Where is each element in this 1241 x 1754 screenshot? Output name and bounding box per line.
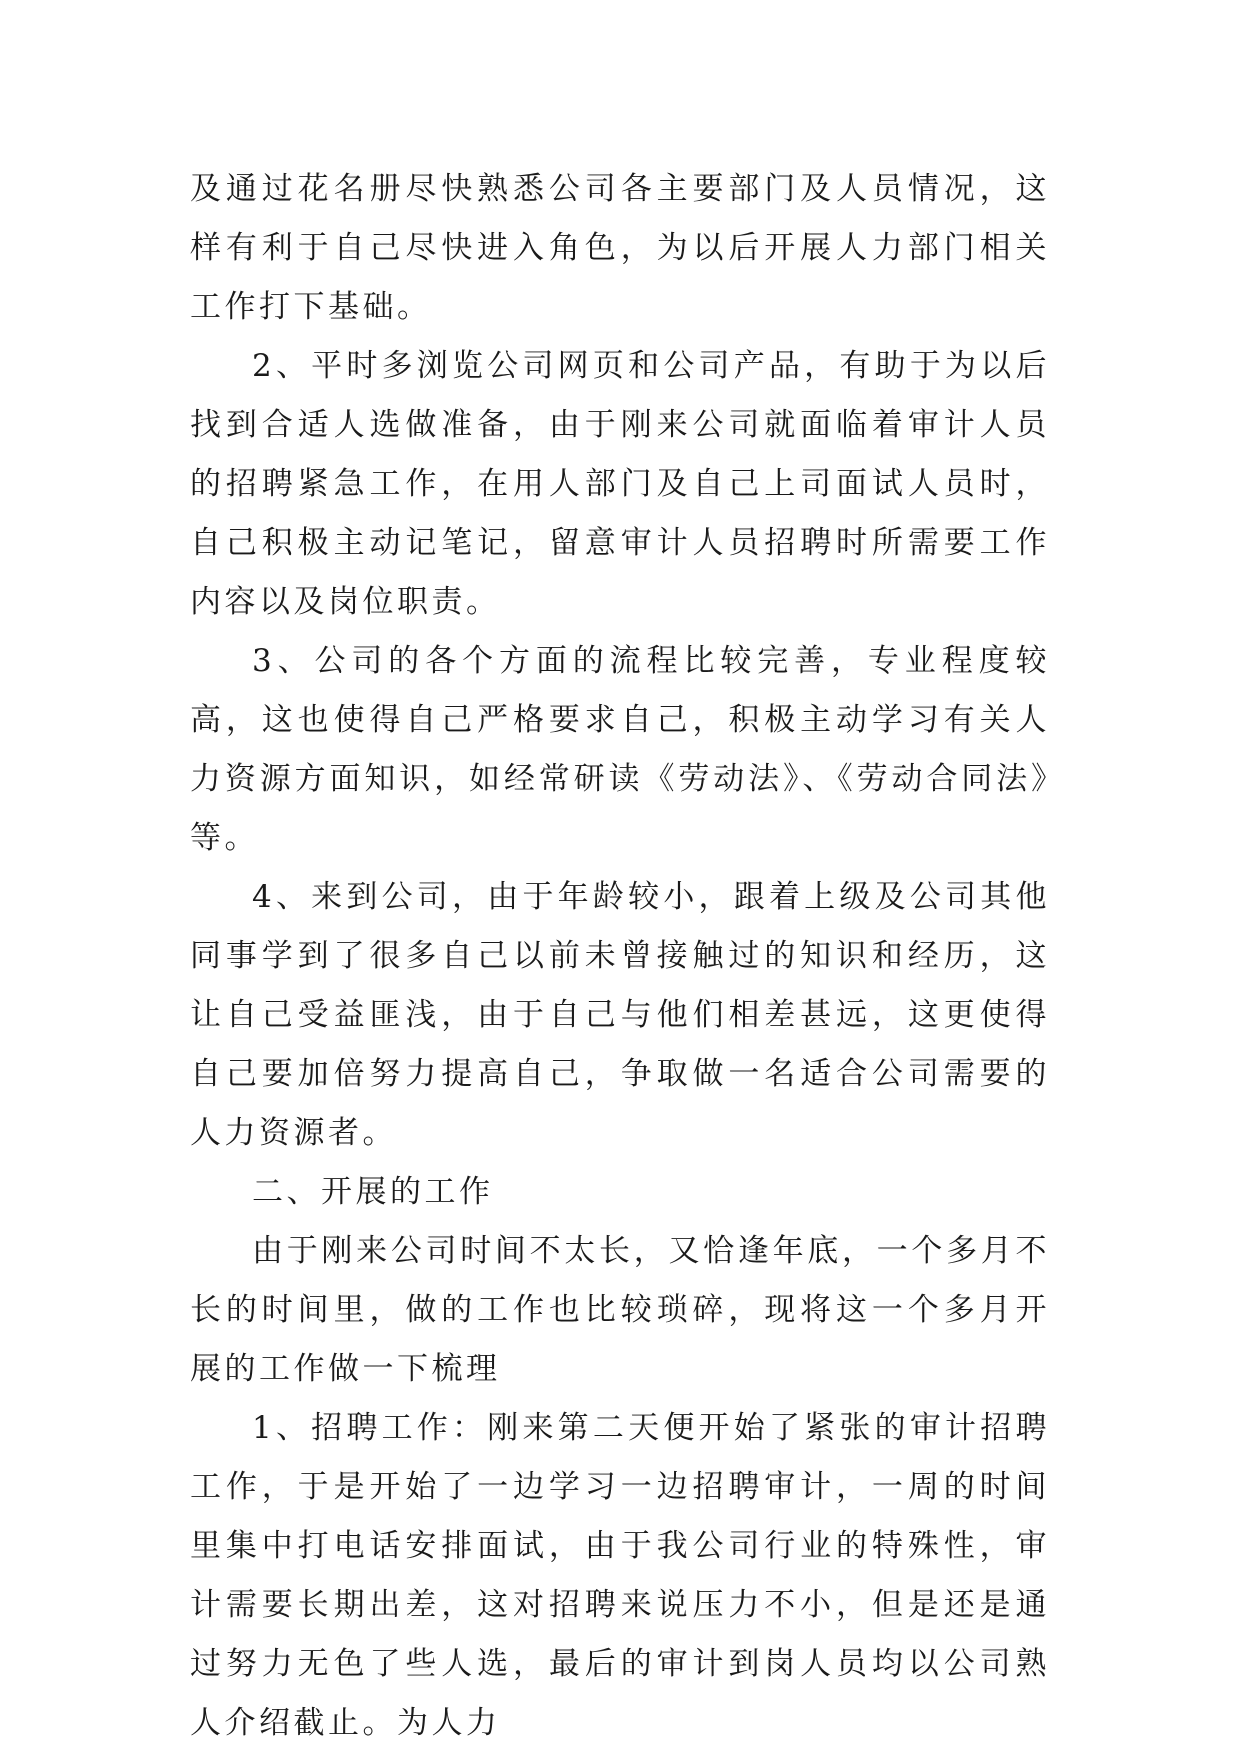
section-heading: 二、开展的工作	[252, 1174, 494, 1210]
paragraph-item-2: 2、平时多浏览公司网页和公司产品，有助于为以后找到合适人选做准备，由于刚来公司就面临着审计人员的招聘紧急工作，在用人部门及自己上司面试人员时，自己积极主动记笔记，留意审计人员招聘时所需要工作内容以及岗位职责。	[190, 348, 1050, 620]
paragraph-continuation: 及通过花名册尽快熟悉公司各主要部门及人员情况，这样有利于自己尽快进入角色，为以后开展人力部门相关工作打下基础。	[190, 171, 1050, 325]
paragraph-item-3: 3、公司的各个方面的流程比较完善，专业程度较高，这也使得自己严格要求自己，积极主动学习有关人力资源方面知识，如经常研读《劳动法》、《劳动合同法》等。	[190, 643, 1050, 856]
paragraph-item-4: 4、来到公司，由于年龄较小，跟着上级及公司其他同事学到了很多自己以前未曾接触过的知识和经历，这让自己受益匪浅，由于自己与他们相差甚远，这更使得自己要加倍努力提高自己，争取做一名适合公司需要的人力资源者。	[190, 879, 1050, 1151]
paragraph-recruitment: 1、招聘工作：刚来第二天便开始了紧张的审计招聘工作，于是开始了一边学习一边招聘审计，一周的时间里集中打电话安排面试，由于我公司行业的特殊性，审计需要长期出差，这对招聘来说压力不小，但是还是通过努力无色了些人选，最后的审计到岗人员均以公司熟人介绍截止。为人力	[190, 1410, 1050, 1741]
paragraph-section-intro: 由于刚来公司时间不太长，又恰逢年底，一个多月不长的时间里，做的工作也比较琐碎，现将这一个多月开展的工作做一下梳理	[190, 1233, 1050, 1387]
document-body	[190, 160, 1050, 1753]
